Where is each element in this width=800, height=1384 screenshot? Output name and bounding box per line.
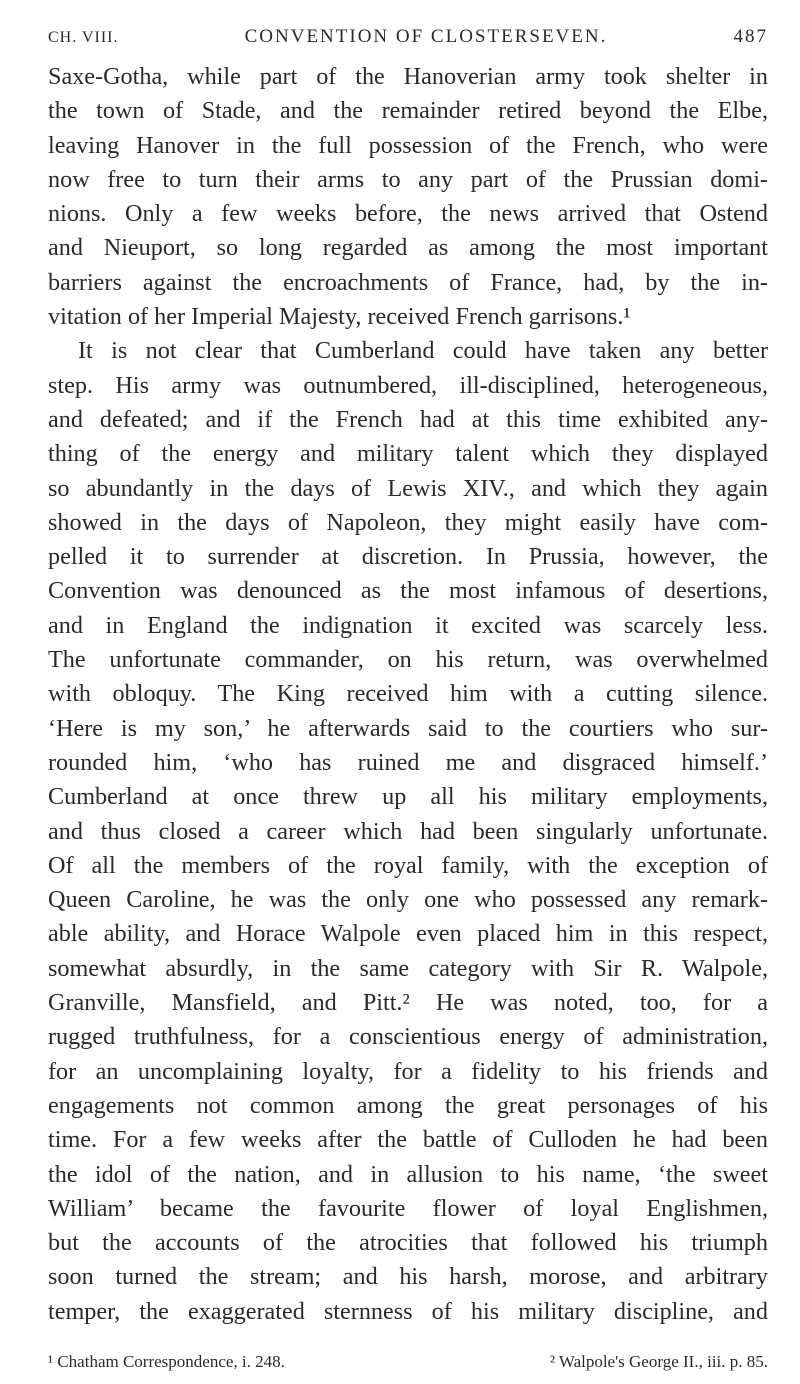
text-line: time. For a few weeks after the battle of Culloden he had been [48,1126,768,1154]
footnote-2: ² Walpole's George II., iii. p. 85. [549,1351,768,1371]
text-line: The unfortunate commander, on his return, was overwhelmed [48,646,768,674]
text-line: vitation of her Imperial Majesty, received French garrisons.¹ [48,303,631,331]
text-line: but the accounts of the atrocities that followed his triumph [48,1229,768,1257]
text-line: now free to turn their arms to any part of the Prussian domi- [48,165,768,193]
text-line: leaving Hanover in the full possession of the French, who were [48,131,768,159]
footnotes [48,1351,768,1373]
text-line: It is not clear that Cumberland could have taken any better [78,337,768,365]
text-line: Granville, Mansfield, and Pitt.² He was noted, too, for a [48,989,768,1017]
text-line: Convention was denounced as the most infamous of desertions, [48,577,768,605]
book-page [48,26,768,1373]
text-line: Of all the members of the royal family, with the exception of [48,851,768,879]
text-line: Saxe-Gotha, while part of the Hanoverian army took shelter in [48,63,768,90]
running-head [48,26,768,48]
footnote-1: ¹ Chatham Correspondence, i. 248. [48,1351,285,1371]
text-line: somewhat absurdly, in the same category with Sir R. Walpole, [48,954,768,982]
text-line: rounded him, ‘who has ruined me and disgraced himself.’ [48,748,768,776]
text-line: barriers against the encroachments of France, had, by the in- [48,268,768,296]
text-line: able ability, and Horace Walpole even placed him in this respect, [48,920,768,948]
text-line: showed in the days of Napoleon, they might easily have com- [48,508,768,536]
text-line: and in England the indignation it excited was scarcely less. [48,611,768,639]
text-line: Queen Caroline, he was the only one who possessed any remark- [48,886,768,914]
text-line: and Nieuport, so long regarded as among the most important [48,234,768,262]
text-line: engagements not common among the great personages of his [48,1091,768,1119]
text-line: so abundantly in the days of Lewis XIV., and which they again [48,474,768,502]
text-line: and thus closed a career which had been singularly unfortunate. [48,817,768,845]
text-line: ‘Here is my son,’ he afterwards said to the courtiers who sur- [48,714,768,742]
text-line: and defeated; and if the French had at this time exhibited any- [48,405,768,433]
body-text [48,60,768,1329]
text-line: Cumberland at once threw up all his military employments, [48,783,768,811]
running-title: CONVENTION OF CLOSTERSEVEN. [244,26,608,47]
text-line: pelled it to surrender at discretion. In Prussia, however, the [48,543,768,571]
text-line: the idol of the nation, and in allusion to his name, ‘the sweet [48,1160,768,1188]
text-line: nions. Only a few weeks before, the news arrived that Ostend [48,200,768,228]
text-line: rugged truthfulness, for a conscientious energy of administration, [48,1023,768,1051]
text-line: temper, the exaggerated sternness of his military discipline, and [48,1297,768,1325]
text-line: thing of the energy and military talent which they displayed [48,440,768,468]
chapter-label: CH. VIII. [48,29,119,46]
text-line: William’ became the favourite flower of loyal Englishmen, [48,1194,768,1222]
text-line: for an uncomplaining loyalty, for a fidelity to his friends and [48,1057,768,1085]
text-line: the town of Stade, and the remainder retired beyond the Elbe, [48,97,768,125]
text-line: soon turned the stream; and his harsh, morose, and arbitrary [48,1263,768,1291]
text-line: with obloquy. The King received him with a cutting silence. [48,680,768,708]
page-number: 487 [733,26,768,47]
text-line: step. His army was outnumbered, ill-disciplined, heterogeneous, [48,371,768,399]
